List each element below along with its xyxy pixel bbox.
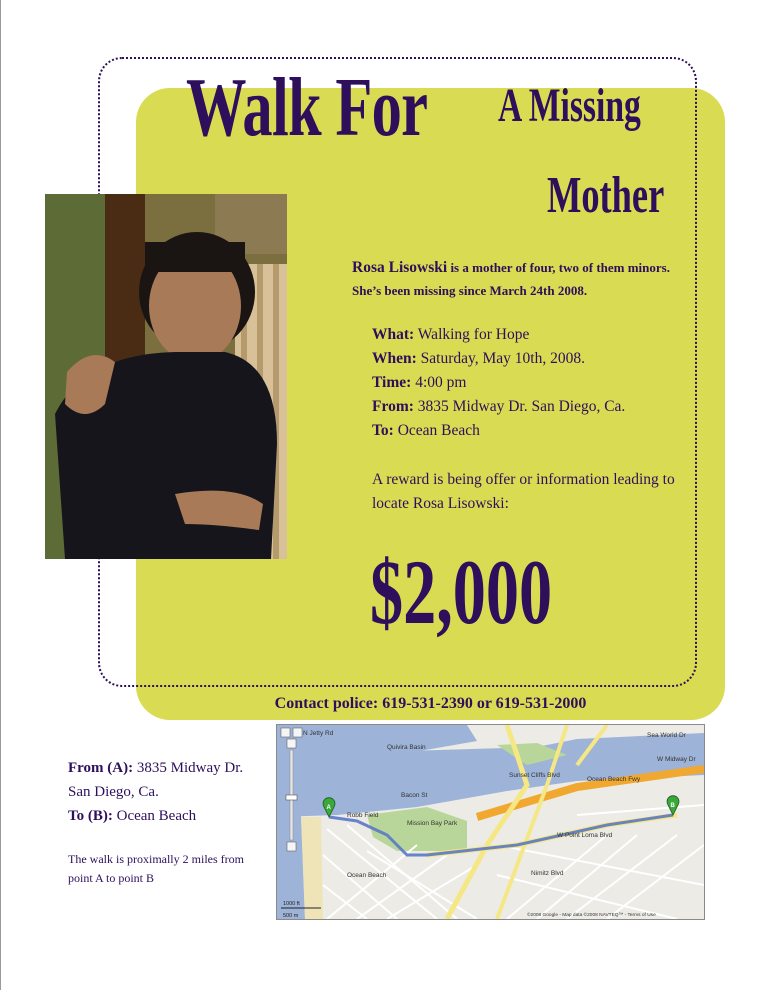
detail-value: Saturday, May 10th, 2008. <box>416 350 585 367</box>
detail-label: To: <box>372 422 394 439</box>
map-label-sea-world: Sea World Dr <box>647 732 686 739</box>
event-details <box>372 323 692 443</box>
map-label-robb-field: Robb Field <box>347 812 379 819</box>
reward-amount: $2,000 <box>370 541 553 643</box>
map-label-midway: W Midway Dr <box>657 756 696 763</box>
map-canvas <box>277 725 704 919</box>
map-label-sunset-cliffs: Sunset Cliffs Blvd <box>509 772 560 779</box>
map-label-point-loma: W Point Loma Blvd <box>557 832 613 839</box>
route-directions <box>68 756 268 828</box>
missing-person-photo <box>45 194 287 559</box>
map-label-quivira: Quivira Basin <box>387 744 426 751</box>
detail-value: Walking for Hope <box>414 326 530 343</box>
route-to-value: Ocean Beach <box>112 808 197 824</box>
missing-person-name: Rosa Lisowski <box>352 259 448 276</box>
map-zoom-out-button[interactable] <box>287 842 296 851</box>
detail-value: 4:00 pm <box>411 374 467 391</box>
route-from-label: From (A): <box>68 760 134 776</box>
detail-label: Time: <box>372 374 412 391</box>
intro-text: is a mother of four, two of them minors. She’s been missing since March 24th 2008. <box>352 260 670 298</box>
map-label-ocean-beach: Ocean Beach <box>347 872 387 879</box>
detail-label: What: <box>372 326 415 343</box>
intro-paragraph <box>352 256 692 302</box>
route-distance-note: The walk is proximally 2 miles from point A to point B <box>68 852 244 885</box>
route-from-value: 3835 Midway Dr. San Diego, Ca. <box>68 760 244 800</box>
route-map[interactable] <box>276 724 705 920</box>
flyer-title: Walk For <box>186 61 428 154</box>
route-to-label: To (B): <box>68 808 113 824</box>
detail-when <box>372 347 692 371</box>
detail-label: When: <box>372 350 417 367</box>
map-zoom-slider-handle[interactable] <box>286 795 297 800</box>
map-copyright: ©2008 Google - Map data ©2008 NAVTEQ™ - Terms of Use <box>527 913 656 918</box>
detail-label: From: <box>372 398 414 415</box>
map-pin-a-label: A <box>326 805 331 811</box>
map-pan-button[interactable] <box>293 728 302 737</box>
flyer-subtitle-line-1: A Missing <box>498 79 641 132</box>
map-label-bacon: Bacon St <box>401 792 428 799</box>
map-scale-ft: 1000 ft <box>283 901 300 907</box>
reward-text: A reward is being offer or information leading to locate Rosa Lisowski: <box>372 471 675 512</box>
map-label-mission-bay: Mission Bay Park <box>407 820 458 827</box>
detail-what <box>372 323 692 347</box>
detail-to <box>372 419 692 443</box>
detail-value: Ocean Beach <box>393 422 480 439</box>
map-label-jetty: N Jetty Rd <box>303 730 334 737</box>
map-label-ocean-beach-fwy: Ocean Beach Fwy <box>587 776 641 783</box>
map-zoom-in-button[interactable] <box>287 739 296 748</box>
map-label-nimitz: Nimitz Blvd <box>531 870 564 877</box>
page-left-edge <box>0 0 1 990</box>
map-pin-b-label: B <box>670 803 675 809</box>
photo-illustration <box>45 194 287 559</box>
detail-value: 3835 Midway Dr. San Diego, Ca. <box>413 398 626 415</box>
detail-from <box>372 395 692 419</box>
detail-time <box>372 371 692 395</box>
map-scale-m: 500 m <box>283 913 299 919</box>
contact-police: Contact police: 619-531-2390 or 619-531-2000 <box>274 695 587 712</box>
flyer-subtitle-line-2: Mother <box>547 167 665 224</box>
map-pan-button[interactable] <box>281 728 290 737</box>
